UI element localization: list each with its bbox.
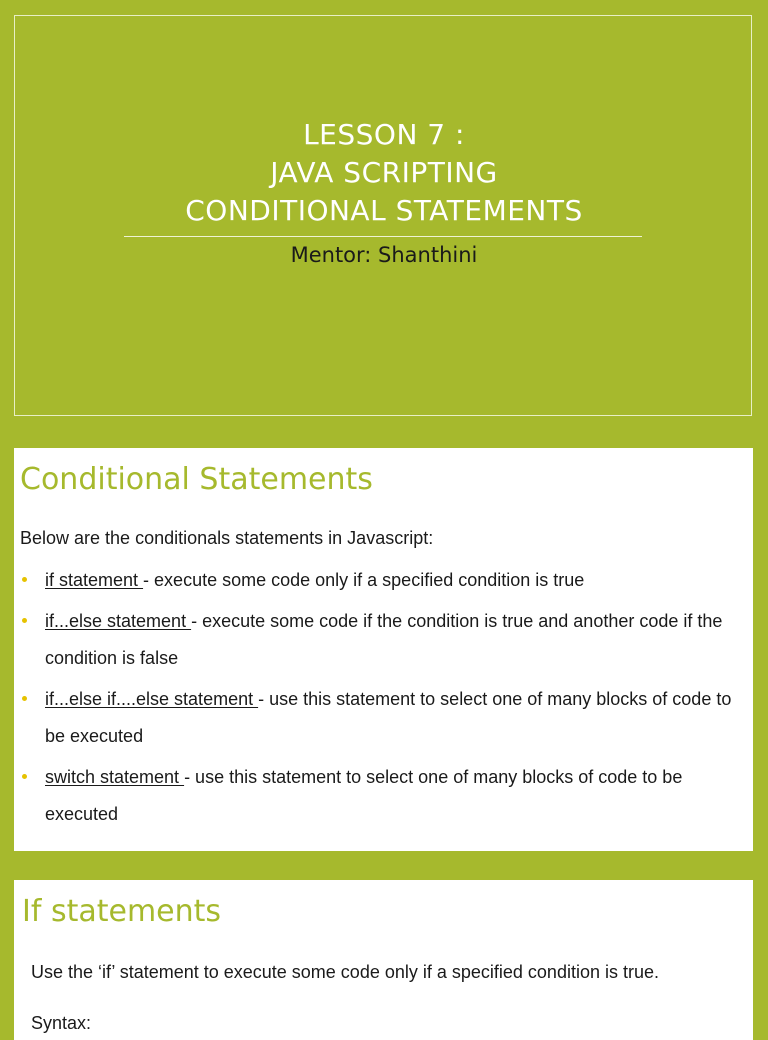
statement-term: if...else statement bbox=[45, 611, 192, 631]
statement-description: - use this statement to select one of many blocks of code to be executed bbox=[45, 689, 732, 746]
lesson-title bbox=[0, 116, 768, 230]
statement-term: switch statement bbox=[45, 767, 185, 787]
slide-body-text: Use the ‘if’ statement to execute some code only if a specified condition is true. bbox=[31, 962, 659, 982]
list-item bbox=[14, 562, 753, 599]
mentor-name: Mentor: Shanthini bbox=[290, 243, 478, 267]
title-slide bbox=[0, 0, 768, 432]
statement-description: - execute some code if the condition is true and another code if the condition is false bbox=[45, 611, 723, 668]
bullet-icon bbox=[22, 577, 27, 582]
slide-heading: Conditional Statements bbox=[20, 462, 373, 497]
conditional-statements-slide bbox=[14, 448, 753, 851]
lesson-title-line: LESSON 7 : bbox=[303, 118, 465, 151]
bullet-icon bbox=[22, 696, 27, 701]
syntax-label: Syntax: bbox=[31, 1013, 92, 1033]
list-item bbox=[14, 759, 753, 833]
slide-heading: If statements bbox=[22, 894, 222, 929]
list-item bbox=[14, 681, 753, 755]
if-statements-slide bbox=[14, 880, 753, 1040]
title-divider bbox=[124, 236, 642, 237]
slide-intro: Below are the conditionals statements in Javascript: bbox=[20, 528, 434, 548]
statement-description: - execute some code only if a specified condition is true bbox=[143, 570, 585, 590]
bullet-icon bbox=[22, 618, 27, 623]
statement-term: if statement bbox=[45, 570, 144, 590]
bullet-icon bbox=[22, 774, 27, 779]
bullet-list bbox=[14, 562, 753, 837]
statement-term: if...else if....else statement bbox=[45, 689, 259, 709]
statement-description: - use this statement to select one of many blocks of code to be executed bbox=[45, 767, 683, 824]
list-item bbox=[14, 603, 753, 677]
lesson-title-line: JAVA SCRIPTING bbox=[270, 156, 498, 189]
lesson-title-line: CONDITIONAL STATEMENTS bbox=[185, 194, 583, 227]
